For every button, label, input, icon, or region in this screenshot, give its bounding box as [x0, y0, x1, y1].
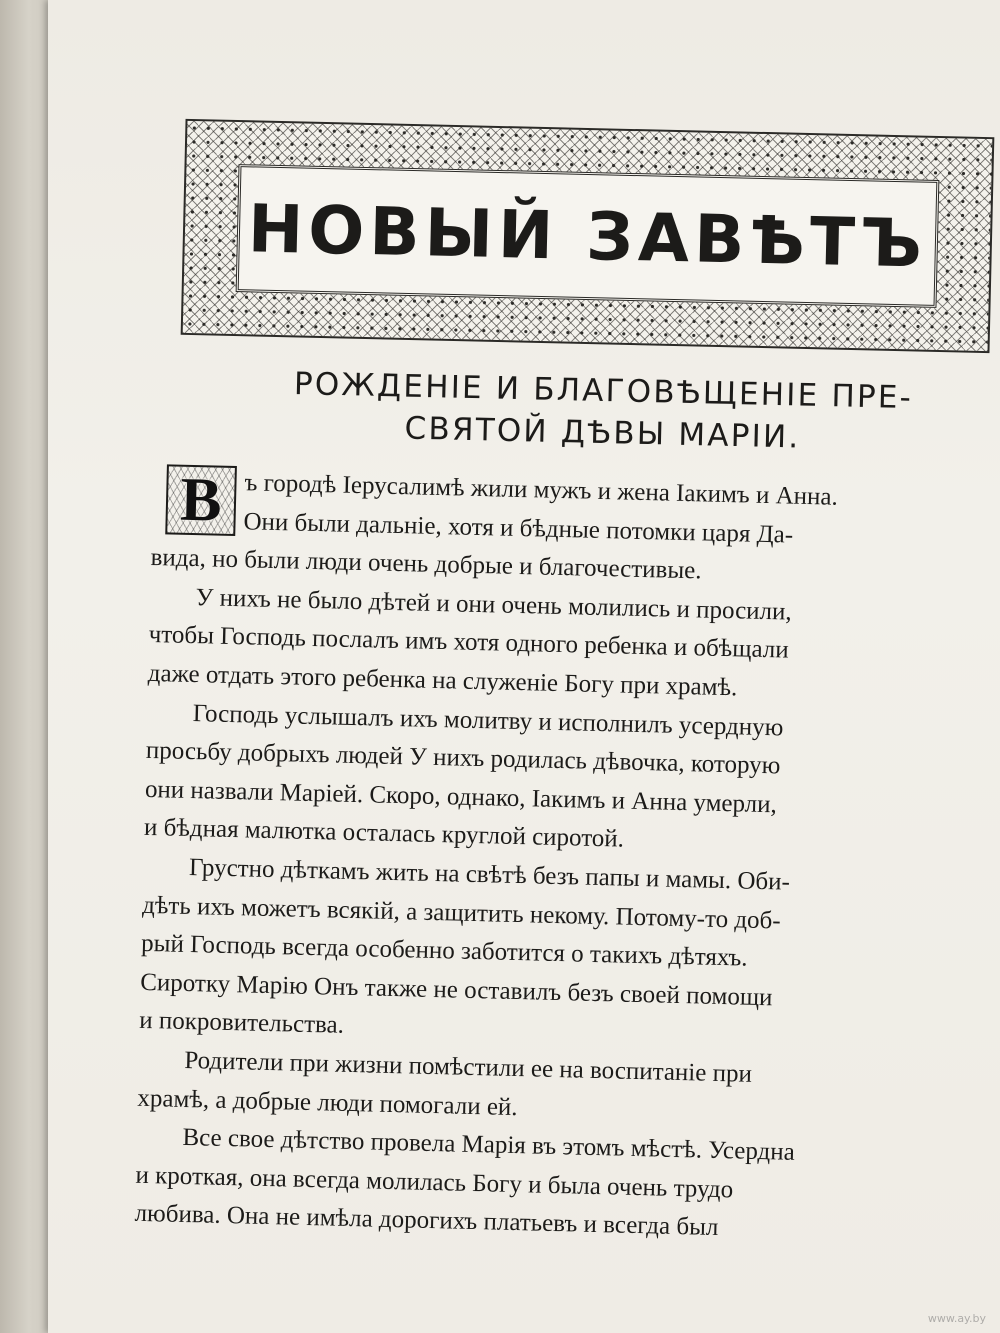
text-line: даже отдать этого ребенка на служеніе Богу при храмѣ. — [147, 659, 738, 702]
text-line: и бѣдная малютка осталась круглой сиротой. — [143, 814, 625, 853]
ornamental-header-frame — [181, 119, 995, 353]
text-line: вида, но были люди очень добрые и благочестивые. — [150, 544, 702, 585]
text-line: ъ городѣ Іерусалимѣ жили мужъ и жена Іакимъ и Анна. — [244, 469, 839, 511]
drop-cap-letter: В — [179, 465, 223, 535]
text-line: Все свое дѣтство провела Марія въ этомъ мѣстѣ. Усердна — [182, 1124, 796, 1166]
header-title-panel — [236, 164, 940, 308]
book-gutter — [0, 0, 48, 1333]
text-line: дѣть ихъ можетъ всякій, а защитить некому. Потому-то доб- — [141, 891, 781, 934]
chapter-title-line: СВЯТОЙ ДѢВЫ МАРІИ. — [404, 410, 801, 456]
text-line: У нихъ не было дѣтей и они очень молились и просили, — [195, 583, 793, 626]
text-line: рый Господь всегда особенно заботится о такихъ дѣтяхъ. — [140, 929, 748, 972]
text-line: Родители при жизни помѣстили ее на воспитаніе при — [184, 1046, 753, 1088]
book-page — [48, 0, 1000, 1333]
chapter-title-line: РОЖДЕНІЕ И БЛАГОВѢЩЕНІЕ ПРЕ- — [293, 365, 914, 417]
text-line: и покровительства. — [139, 1007, 345, 1040]
text-line: храмѣ, а добрые люди помогали ей. — [137, 1084, 518, 1121]
text-line: Они были дальніе, хотя и бѣдные потомки царя Да- — [243, 507, 794, 549]
text-line: Грустно дѣткамъ жить на свѣтѣ безъ папы и мамы. Оби- — [188, 853, 791, 896]
text-line: любива. Она не имѣла дорогихъ платьевъ и всегда был — [134, 1200, 719, 1242]
text-line: просьбу добрыхъ людей У нихъ родилась дѣвочка, которую — [145, 737, 781, 780]
text-line: и кроткая, она всегда молилась Богу и была очень трудо — [135, 1161, 734, 1204]
drop-cap-ornament — [165, 464, 237, 536]
text-line: Господь услышалъ ихъ молитву и исполнилъ усердную — [192, 699, 784, 742]
body-text — [134, 462, 1000, 1256]
page-title: НОВЫЙ ЗАВѢТЪ — [247, 189, 928, 283]
text-line: чтобы Господь послалъ имъ хотя одного ребенка и обѣщали — [148, 621, 790, 664]
text-line: они назвали Маріей. Скоро, однако, Іакимъ и Анна умерли, — [144, 775, 778, 819]
text-line: Сиротку Марію Онъ также не оставилъ безъ своей помощи — [139, 968, 773, 1012]
chapter-title — [207, 361, 999, 463]
watermark: www.ay.by — [927, 1312, 986, 1325]
